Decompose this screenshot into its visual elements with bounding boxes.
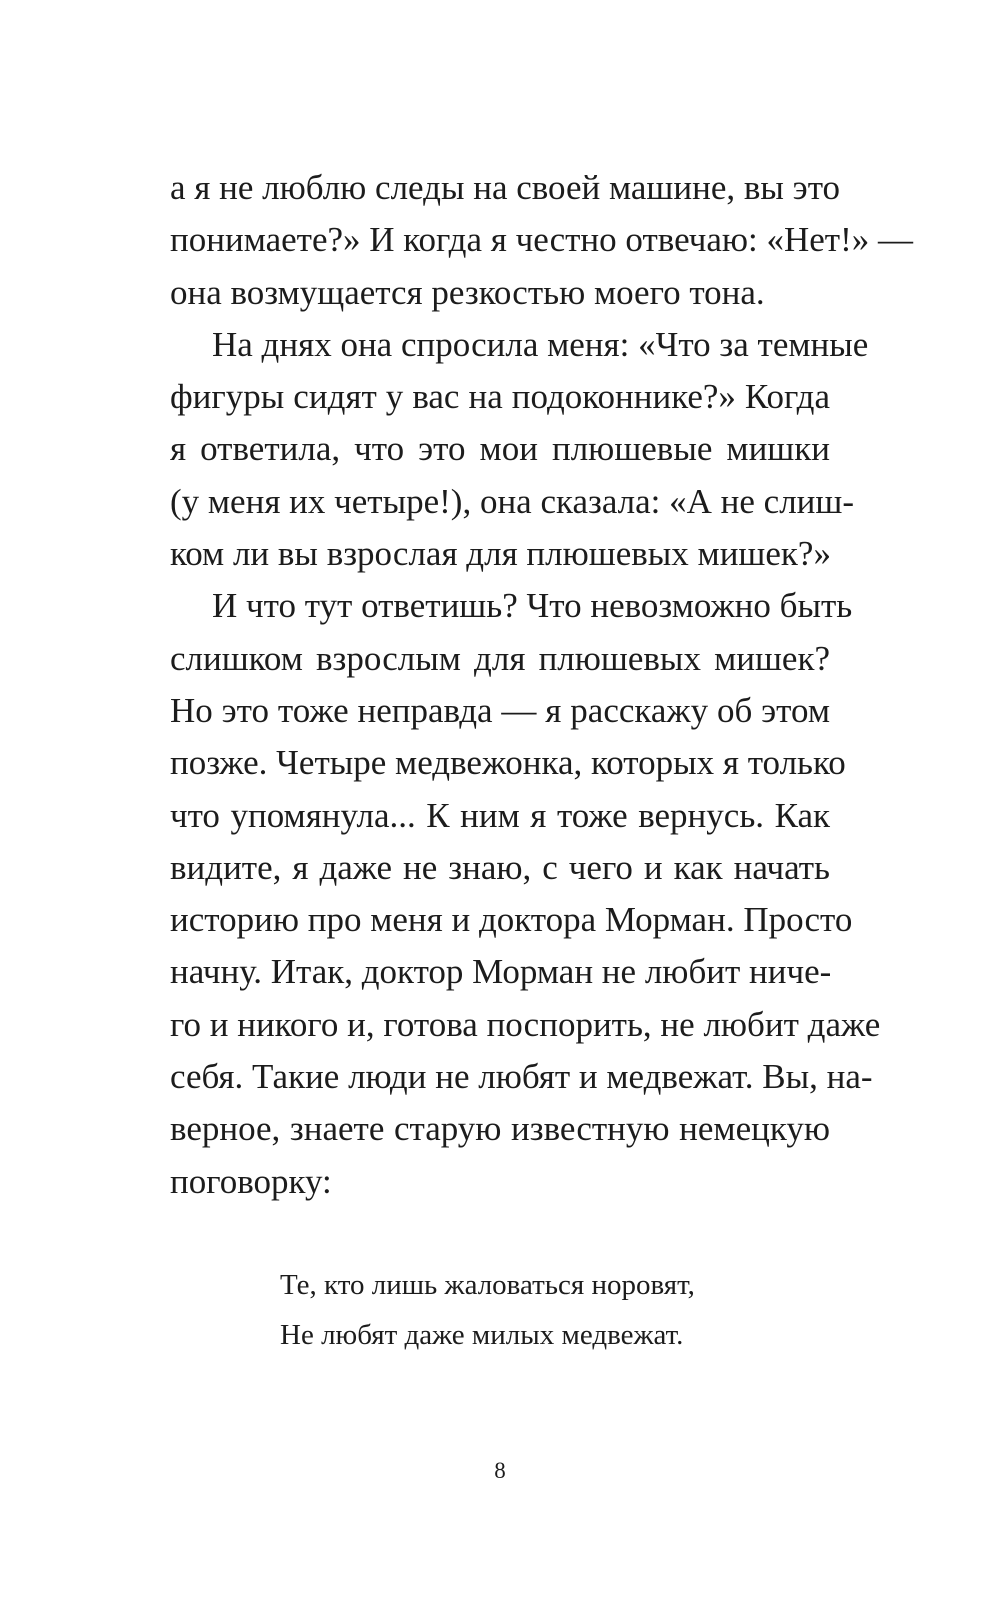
- text-line: а я не люблю следы на своей машине, вы это: [170, 168, 841, 207]
- text-line: ком ли вы взрослая для плюшевых мишек?»: [170, 534, 831, 574]
- text-line: себя. Такие люди не любят и медвежат. Вы, на-: [170, 1057, 873, 1097]
- text-line: начну. Итак, доктор Морман не любит ниче-: [170, 952, 832, 992]
- body-text: [170, 162, 913, 1208]
- text-line: фигуры сидят у вас на подоконнике?» Когда: [170, 377, 830, 417]
- text-line: го и никого и, готова поспорить, не любит даже: [170, 1004, 881, 1044]
- text-line: видите, я даже не знаю, с чего и как начать: [170, 847, 830, 887]
- text-line: позже. Четыре медвежонка, которых я только: [170, 743, 846, 783]
- text-line: На днях она спросила меня: «Что за темные: [212, 324, 869, 364]
- text-line: (у меня их четыре!), она сказала: «А не слиш-: [170, 481, 855, 521]
- text-line: верное, знаете старую известную немецкую: [170, 1109, 830, 1149]
- text-line: Но это тоже неправда — я расскажу об этом: [170, 690, 830, 730]
- paragraph-2: [170, 319, 869, 580]
- verse-line: Не любят даже милых медвежат.: [280, 1319, 684, 1351]
- text-line: что упомянула... К ним я тоже вернусь. Как: [170, 795, 830, 835]
- text-line: поговорку:: [170, 1161, 332, 1201]
- text-line: я ответила, что это мои плюшевые мишки: [170, 429, 830, 469]
- paragraph-1: [170, 162, 913, 319]
- text-line: понимаете?» И когда я честно отвечаю: «Нет!» —: [170, 220, 913, 260]
- verse-line: Те, кто лишь жаловаться норовят,: [280, 1269, 695, 1301]
- verse-quote: [280, 1260, 840, 1360]
- paragraph-3: [170, 580, 881, 1208]
- page-number: 8: [494, 1458, 506, 1483]
- text-line: слишком взрослым для плюшевых мишек?: [170, 638, 830, 678]
- text-line: историю про меня и доктора Морман. Просто: [170, 900, 853, 940]
- text-line: И что тут ответишь? Что невозможно быть: [212, 586, 853, 626]
- text-line: она возмущается резкостью моего тона.: [170, 272, 765, 312]
